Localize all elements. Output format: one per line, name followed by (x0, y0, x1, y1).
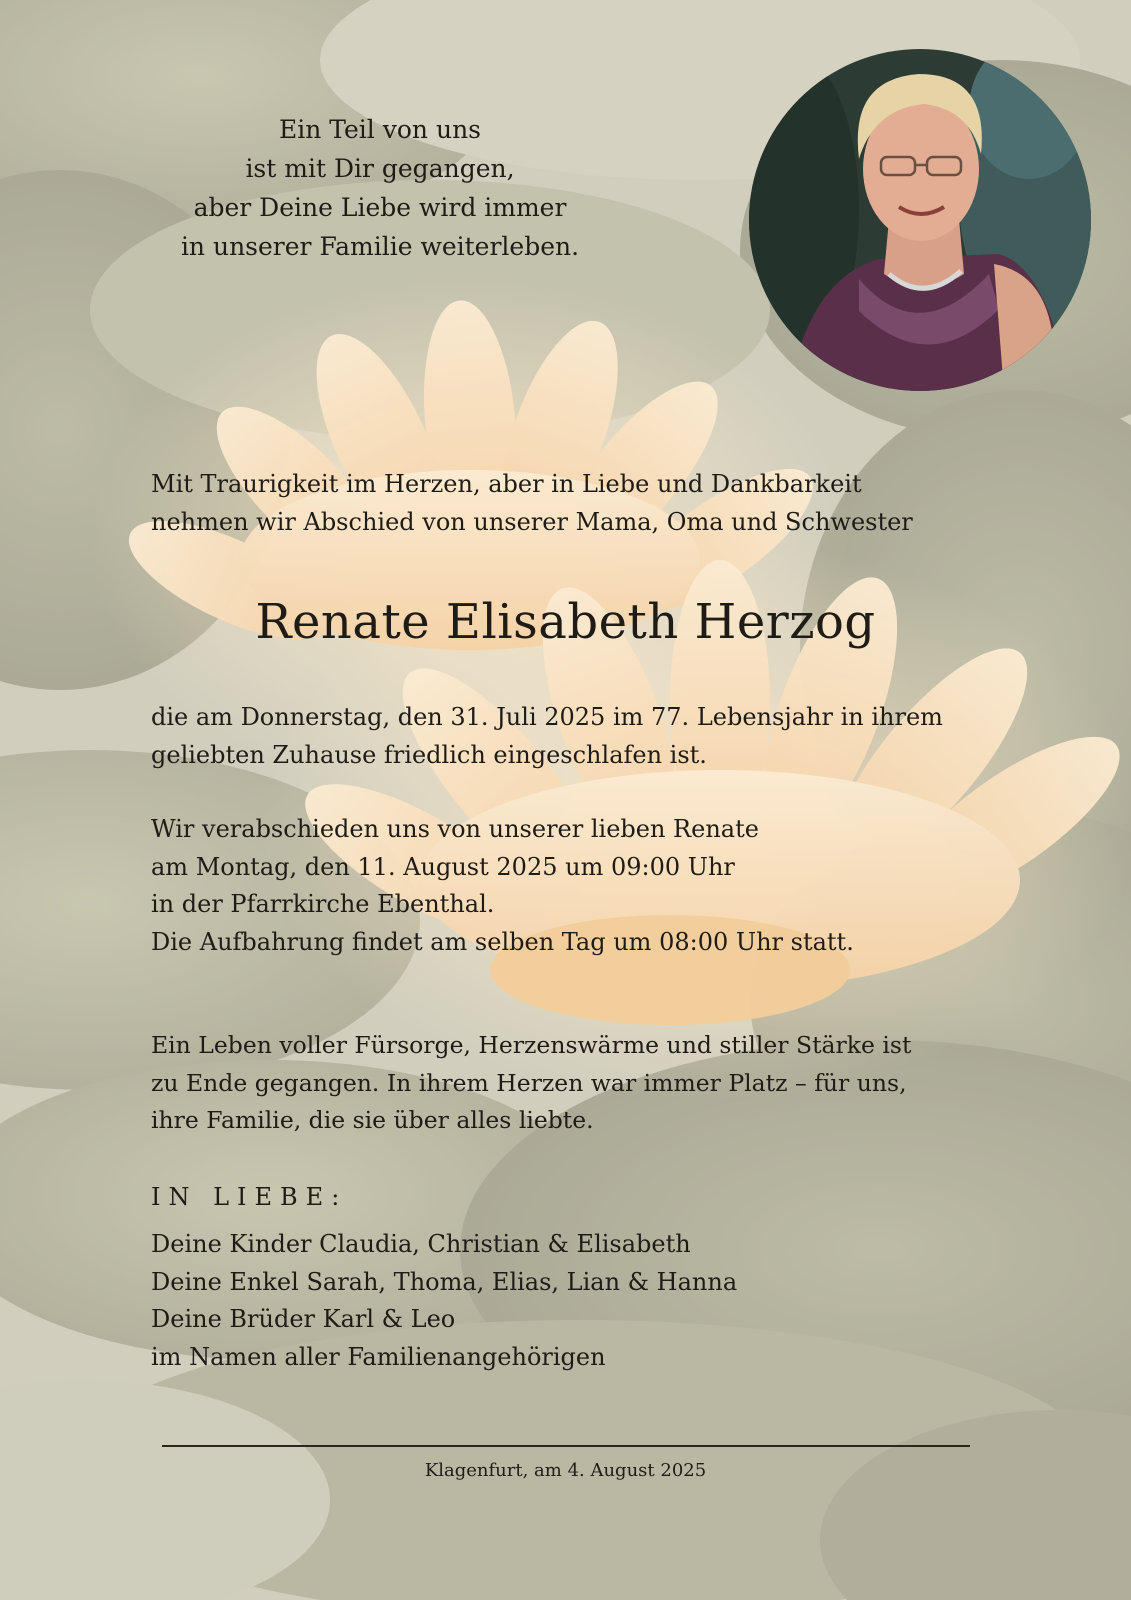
intro-line: Mit Traurigkeit im Herzen, aber in Liebe und Dankbarkeit (151, 470, 862, 498)
footer-divider (162, 1445, 970, 1447)
mourner-line: Deine Kinder Claudia, Christian & Elisabeth (151, 1230, 691, 1258)
quote-line: in unserer Familie weiterleben. (180, 232, 580, 261)
service-line: Wir verabschieden uns von unserer lieben Renate (151, 815, 759, 843)
quote-line: aber Deine Liebe wird immer (193, 193, 567, 222)
quote-line: ist mit Dir gegangen, (245, 154, 515, 183)
tribute-line: Ein Leben voller Fürsorge, Herzenswärme und stiller Stärke ist (151, 1031, 912, 1059)
death-notice (151, 699, 943, 774)
intro-line: nehmen wir Abschied von unserer Mama, Oma und Schwester (151, 507, 913, 536)
death-line: die am Donnerstag, den 31. Juli 2025 im 77. Lebensjahr in ihrem (151, 703, 943, 731)
tribute-line: zu Ende gegangen. In ihrem Herzen war immer Platz – für uns, (151, 1068, 907, 1097)
in-liebe-heading: IN LIEBE: (151, 1183, 348, 1211)
death-line: geliebten Zuhause friedlich eingeschlafen ist. (151, 740, 707, 769)
mourner-line: im Namen aller Familienangehörigen (151, 1342, 606, 1371)
service-line: Die Aufbahrung findet am selben Tag um 08:00 Uhr statt. (151, 927, 854, 956)
mourner-line: Deine Enkel Sarah, Thoma, Elias, Lian & Hanna (151, 1267, 738, 1296)
deceased-name: Renate Elisabeth Herzog (255, 594, 876, 650)
intro-text (151, 466, 913, 541)
portrait-photo (749, 49, 1091, 391)
service-line: in der Pfarrkirche Ebenthal. (151, 890, 495, 918)
place-date: Klagenfurt, am 4. August 2025 (424, 1460, 707, 1481)
quote-line: Ein Teil von uns (278, 115, 481, 144)
tribute-line: ihre Familie, die sie über alles liebte. (151, 1106, 594, 1134)
life-tribute (151, 1027, 911, 1140)
memorial-quote (160, 110, 600, 266)
service-details (151, 811, 854, 961)
mourners-list (151, 1226, 737, 1376)
service-line: am Montag, den 11. August 2025 um 09:00 Uhr (151, 852, 735, 881)
mourner-line: Deine Brüder Karl & Leo (151, 1305, 456, 1333)
portrait-illustration (749, 49, 1091, 391)
